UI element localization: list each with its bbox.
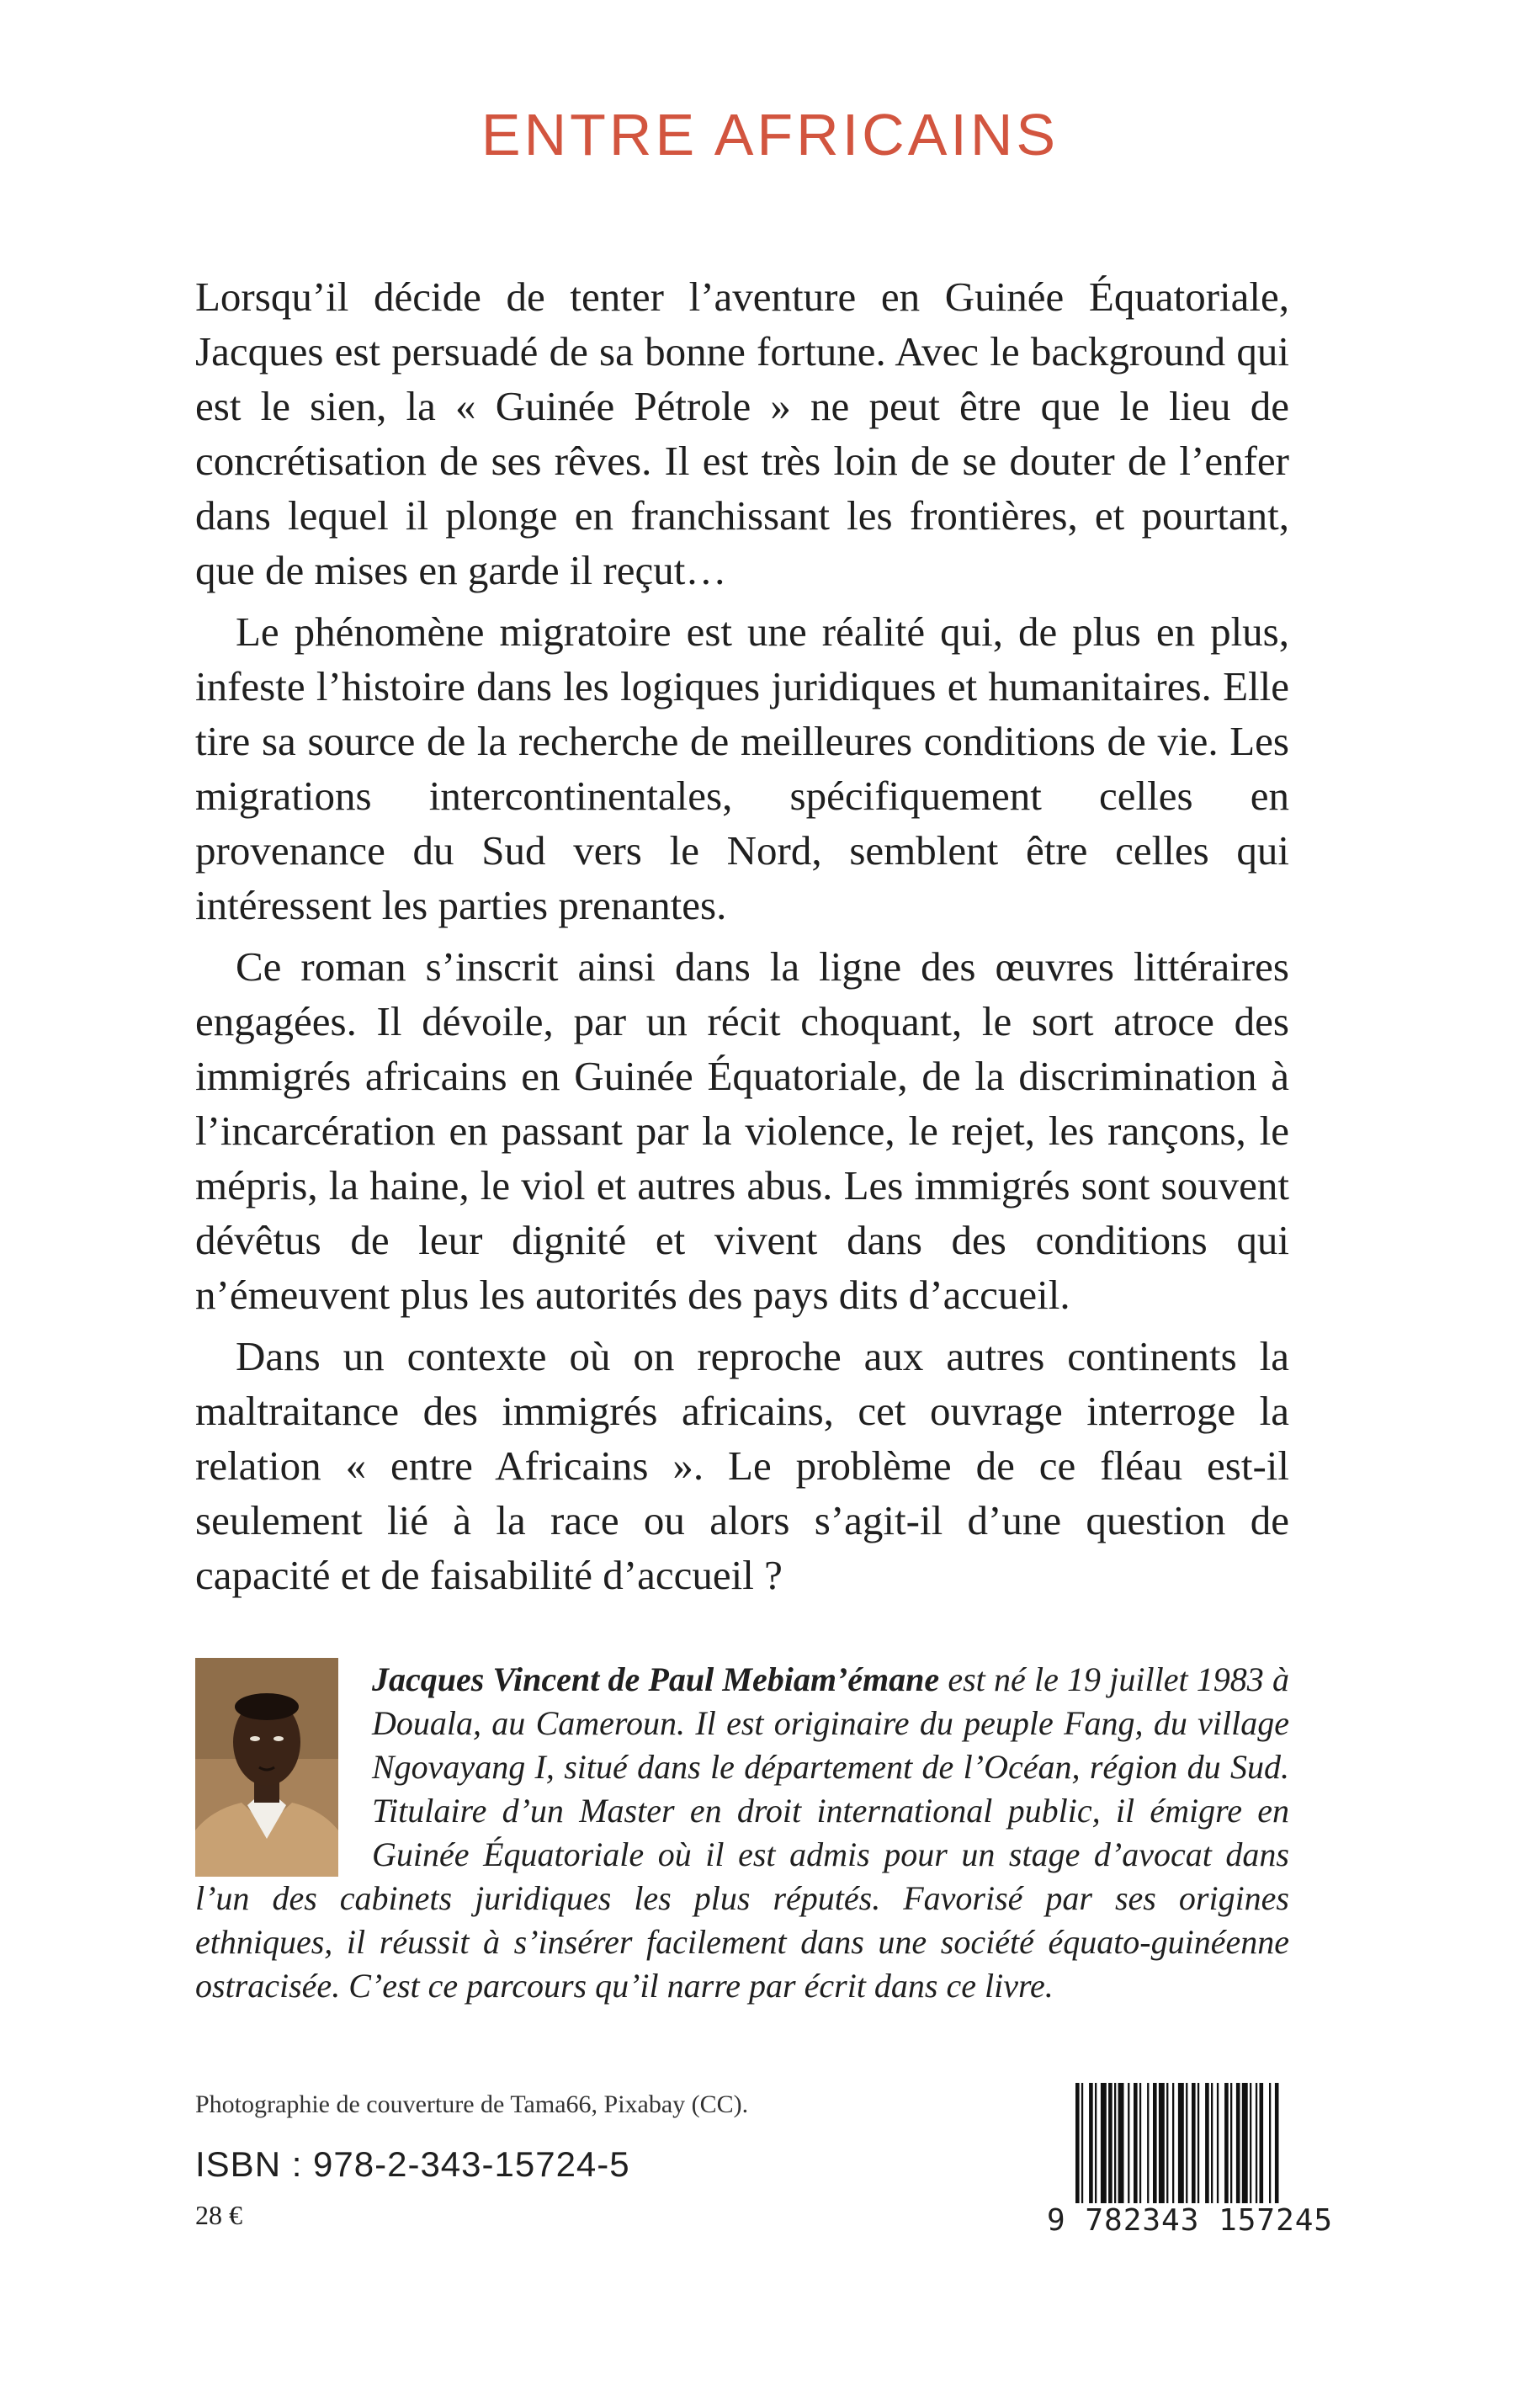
barcode-bar xyxy=(1250,2083,1251,2209)
barcode-bar xyxy=(1197,2083,1199,2209)
barcode-bar xyxy=(1230,2083,1232,2209)
barcode-bar xyxy=(1205,2083,1209,2209)
barcode-bar xyxy=(1153,2083,1157,2209)
barcode-number: 9 782343 157245 xyxy=(1047,2203,1350,2238)
barcode-bar xyxy=(1118,2083,1124,2209)
barcode-bar xyxy=(1269,2083,1271,2209)
price: 28 € xyxy=(195,2200,242,2230)
barcode-bar xyxy=(1172,2083,1174,2209)
barcode-bar xyxy=(1095,2083,1097,2209)
barcode-bar xyxy=(1114,2083,1116,2209)
barcode-bar xyxy=(1256,2083,1257,2209)
barcode-bar xyxy=(1139,2083,1141,2209)
barcode-bar xyxy=(1166,2083,1168,2209)
barcode-bar xyxy=(1186,2083,1187,2209)
author-bio-text: est né le 19 juillet 1983 à Douala, au Cameroun. Il est originaire du peuple Fang, du village Ngovayang I, situé dans le département de l’Océan, région du Sud. Titulaire d’un Master en droit international public, il émigre en Guinée Équatoriale où il est admis pour un stage d’avocat dans l’un des cabinets juridiques les plus réputés. Favorisé par ses origines ethniques, il réussit à s’insérer facilement dans une société équato-guinéenne ostracisée. C’est ce parcours qu’il narre par écrit dans ce livre. xyxy=(195,1660,1290,2005)
author-portrait-icon xyxy=(195,1658,338,1877)
barcode-bar xyxy=(1236,2083,1240,2209)
blurb-paragraph: Lorsqu’il décide de tenter l’aventure en Guinée Équatoriale, Jacques est persuadé de sa bonne fortune. Avec le background qui est le sien, la « Guinée Pétrole » ne peut être que le lieu de concrétisation de ses rêves. Il est très loin de se douter de l’enfer dans lequel il plonge en franchissant les frontières, et pourtant, que de mises en garde il reçut… xyxy=(195,274,1289,593)
barcode-bar xyxy=(1128,2083,1129,2209)
blurb-paragraph: Dans un contexte où on reproche aux autres continents la maltraitance des immigrés africains, cet ouvrage interroge la relation « entre Africains ». Le problème de ce fléau est-il seulement lié à la race ou alors s’agit-il d’une question de capacité et de faisabilité d’accueil ? xyxy=(195,1333,1289,1598)
barcode-bar xyxy=(1159,2083,1165,2209)
barcode-bar xyxy=(1260,2083,1264,2209)
barcode-bar xyxy=(1192,2083,1196,2209)
barcode-bar xyxy=(1217,2083,1219,2209)
book-title: ENTRE AFRICAINS xyxy=(481,102,1059,167)
blurb-paragraph: Le phénomène migratoire est une réalité qui, de plus en plus, infeste l’histoire dans les logiques juridiques et humanitaires. Elle tire sa source de la recherche de meilleures conditions de vie. Les migrations intercontinentales, spécifiquement celles en provenance du Sud vers le Nord, semblent être celles qui intéressent les parties prenantes. xyxy=(195,608,1289,928)
barcode-bar xyxy=(1089,2083,1093,2209)
back-cover-blurb xyxy=(195,269,1289,1609)
author-name: Jacques Vincent de Paul Mebiam’émane xyxy=(372,1660,940,1698)
isbn: ISBN : 978-2-343-15724-5 xyxy=(195,2144,630,2184)
author-bio xyxy=(195,1658,1289,2008)
author-photo xyxy=(195,1658,338,1877)
barcode-bar xyxy=(1108,2083,1113,2209)
barcode-bar xyxy=(1224,2083,1229,2209)
barcode-bar xyxy=(1101,2083,1107,2209)
blurb-paragraph: Ce roman s’inscrit ainsi dans la ligne des œuvres littéraires engagées. Il dévoile, par un récit choquant, le sort atroce des immigrés africains en Guinée Équatoriale, de la discrimination à l’incarcération en passant par la violence, le rejet, les rançons, le mépris, la haine, le viol et autres abus. Les immigrés sont souvent dévêtus de leur dignité et vivent dans des conditions qui n’émeuvent plus les autorités des pays dits d’accueil. xyxy=(195,943,1289,1318)
barcode-bar xyxy=(1242,2083,1248,2209)
barcode-bar xyxy=(1134,2083,1138,2209)
photo-credit: Photographie de couverture de Tama66, Pixabay (CC). xyxy=(195,2090,749,2118)
barcode-bar xyxy=(1147,2083,1149,2209)
barcode-bar xyxy=(1211,2083,1213,2209)
